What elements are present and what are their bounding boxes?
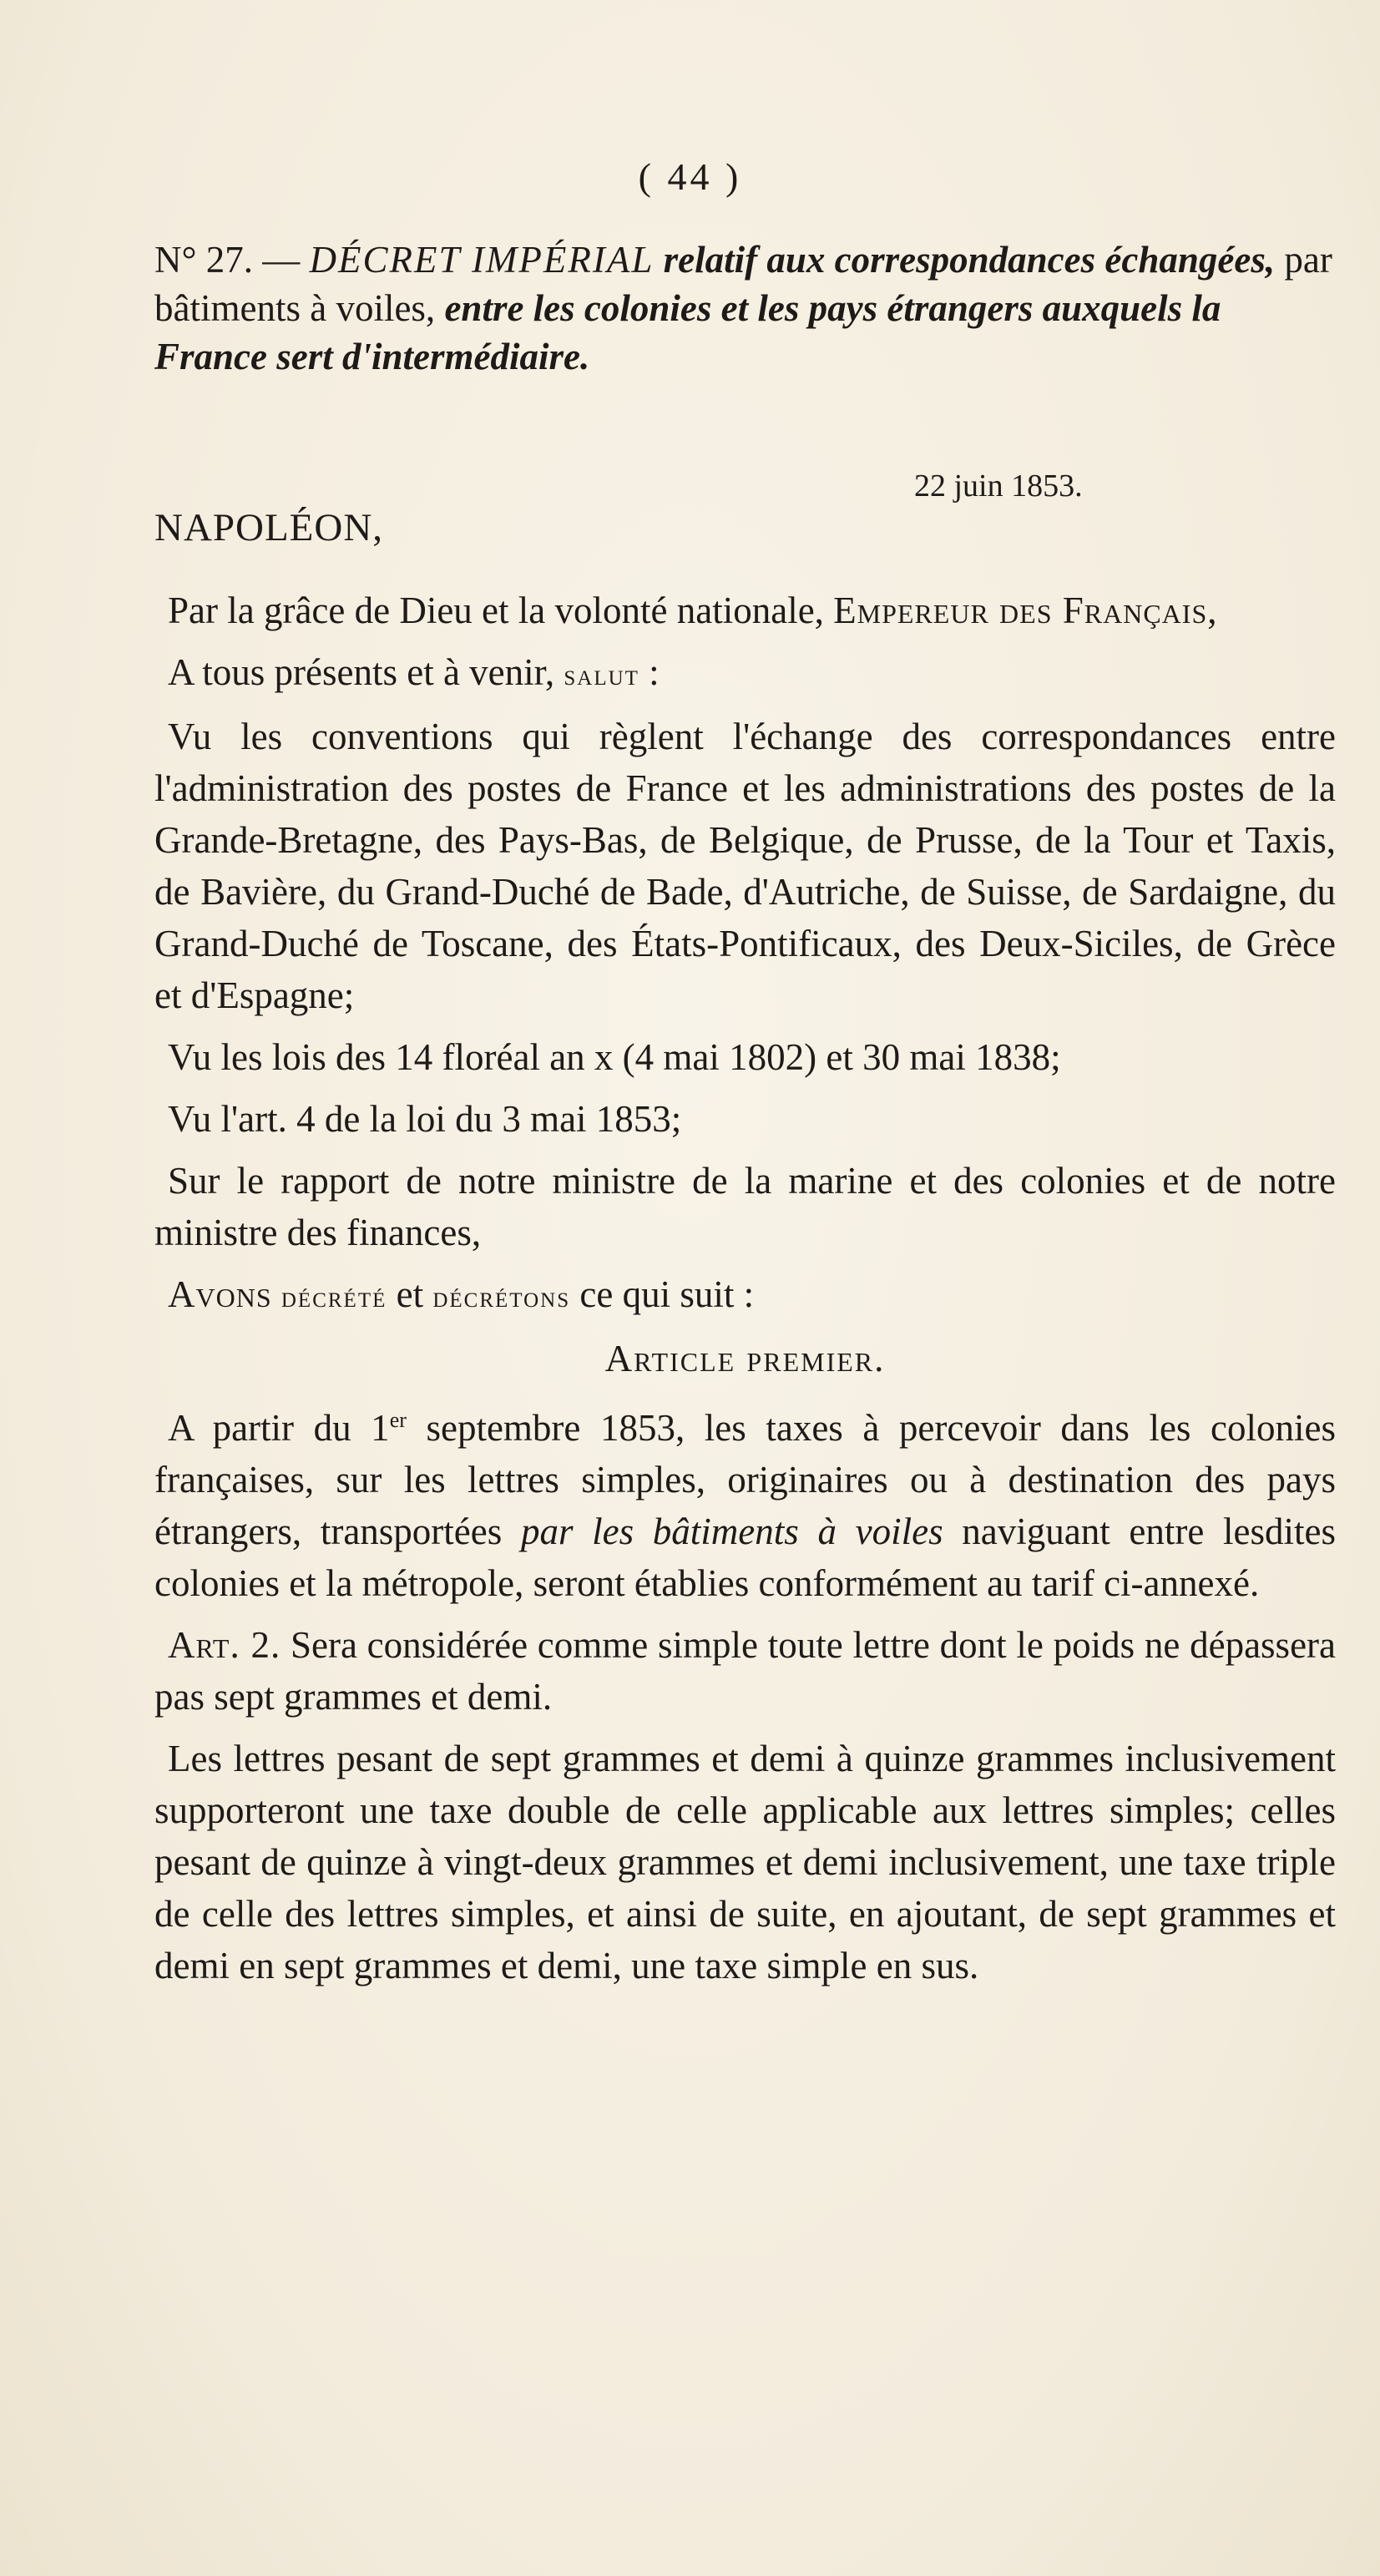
art1-text-a: A partir du 1 (168, 1407, 390, 1449)
decree-title-middle: par bâtiments à voiles, (154, 239, 1332, 329)
page-number: ( 44 ) (638, 155, 742, 198)
decree-title-caps: DÉCRET IMPÉRIAL (309, 239, 655, 281)
empereur-text: Empereur des Français, (833, 590, 1218, 631)
art1-text-b: septembre 1853, les taxes à percevoir dans les colonies françaises, sur les lettres simples, originaires ou à destination des pays étrangers, transportées (154, 1407, 1336, 1552)
art1-italic: par les bâtiments à voiles (520, 1511, 943, 1552)
art2-text: Sera considérée comme simple toute lettre dont le poids ne dépassera pas sept grammes et demi. (154, 1624, 1336, 1718)
art1-superscript: er (389, 1408, 407, 1432)
napoleon-name: NAPOLÉON, (154, 506, 384, 549)
avons-text: Avons (168, 1273, 272, 1315)
paragraph-article-1 (154, 1394, 1336, 1609)
paragraph-par-la-grace (154, 585, 1336, 636)
art2-label: Art. 2. (168, 1624, 281, 1666)
par-la-grace-text: Par la grâce de Dieu et la volonté nationale, (168, 590, 824, 631)
paragraph-lettres-pesant: Les lettres pesant de sept grammes et demi à quinze grammes inclusivement supporteront une taxe double de celle applicable aux lettres simples; celles pesant de quinze à vingt-deux grammes et demi inclusivement, une taxe triple de celle des lettres simples, et ainsi de suite, en ajoutant, de sept grammes et demi en sept grammes et demi, une taxe simple en sus. (154, 1738, 1336, 1986)
decrete-text: décrété (281, 1280, 387, 1313)
ce-qui-suit-text: ce qui suit : (579, 1273, 755, 1315)
paragraph-avons-decrete (154, 1268, 1336, 1323)
paragraph-vu-conventions: Vu les conventions qui règlent l'échange des correspondances entre l'administration des postes de France et les administrations des postes de la Grande-Bretagne, des Pays-Bas, de Belgique, de Prusse, de la Tour et Taxis, de Bavière, du Grand-Duché de Bade, d'Autriche, de Suisse, de Sardaigne, du Grand-Duché de Toscane, des États-Pontificaux, des Deux-Siciles, de Grèce et d'Espagne; (154, 716, 1336, 1016)
paragraph-vu-lois: Vu les lois des 14 floréal an x (4 mai 1802) et 30 mai 1838; (168, 1036, 1061, 1078)
art1-text-c: naviguant entre lesdites colonies et la métropole, seront établies conformément au tarif ci-annexé. (154, 1511, 1336, 1604)
decree-heading (154, 235, 1340, 381)
decree-date: 22 juin 1853. (914, 468, 1083, 504)
decree-title-part-1: relatif aux correspondances échangées, (663, 239, 1276, 281)
paragraph-sur-rapport: Sur le rapport de notre ministre de la marine et des colonies et de notre ministre des finances, (154, 1160, 1336, 1253)
paragraph-vu-art: Vu l'art. 4 de la loi du 3 mai 1853; (168, 1098, 682, 1140)
et-text: et (396, 1273, 424, 1315)
decree-body (154, 585, 1336, 2002)
paragraph-a-tous (154, 646, 1336, 701)
decree-number: N° 27. — (154, 239, 301, 281)
article-premier-heading: Article premier. (604, 1338, 886, 1379)
paragraph-article-2 (154, 1619, 1336, 1723)
salut-colon: : (649, 651, 660, 693)
a-tous-text: A tous présents et à venir, (168, 651, 555, 693)
decretons-text: décrétons (432, 1280, 571, 1313)
decree-title-part-2: entre les colonies et les pays étrangers auxquels la France sert d'intermédiaire. (154, 287, 1221, 377)
salut-text: salut (564, 658, 639, 691)
